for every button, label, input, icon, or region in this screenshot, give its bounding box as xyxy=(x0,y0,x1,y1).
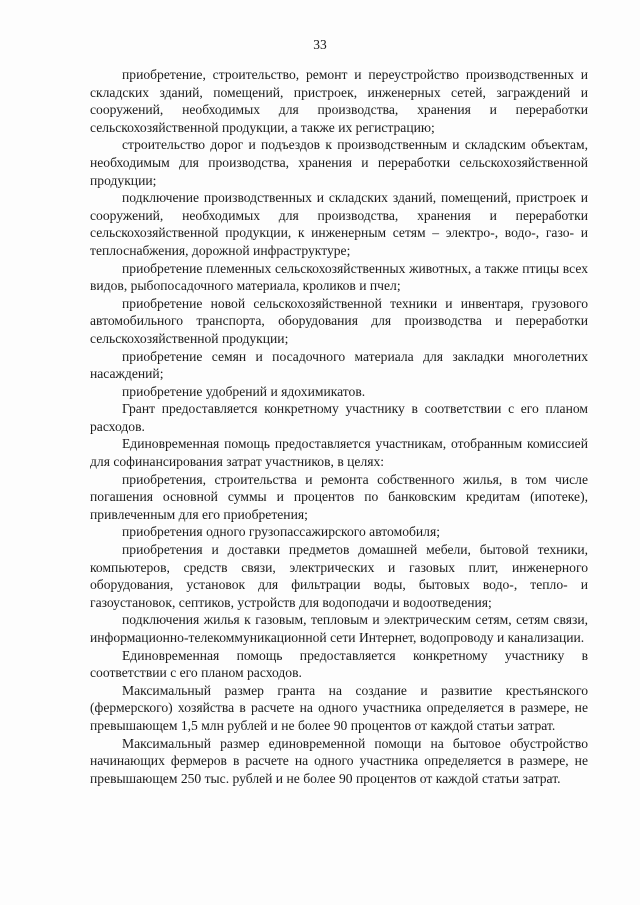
paragraph-1: приобретение, строительство, ремонт и переустройство производственных и складских зданий, помещений, пристроек, инженерных сетей, заграждений и сооружений, необходимых для производства, хранения и переработки сельскохозяйственной продукции, а также их регистрацию; xyxy=(90,67,588,135)
paragraph-14: Единовременная помощь предоставляется конкретному участнику в соответствии с его планом расходов. xyxy=(90,647,588,681)
paragraph-9: Единовременная помощь предоставляется участникам, отобранным комиссией для софинансирования затрат участников, в целях: xyxy=(90,436,588,470)
paragraph-11: приобретения одного грузопассажирского автомобиля; xyxy=(122,524,440,540)
paragraph-13: подключения жилья к газовым, тепловым и электрическим сетям, сетям связи, информационно-телекоммуникационной сети Интернет, водопроводу и канализации. xyxy=(90,612,588,645)
document-body xyxy=(90,66,588,787)
paragraph-10: приобретения, строительства и ремонта собственного жилья, в том числе погашения основной суммы и процентов по банковским кредитам (ипотеке), привлеченным для его приобретения; xyxy=(90,471,588,522)
paragraph-12: приобретения и доставки предметов домашней мебели, бытовой техники, компьютеров, средств связи, электрических и газовых плит, инженерного оборудования, установок для фильтрации воды, бытовых водо-, тепло- и газоустановок, септиков, устройств для водоподачи и водоотведения; xyxy=(90,542,588,610)
paragraph-7: приобретение удобрений и ядохимикатов. xyxy=(122,383,366,399)
paragraph-6: приобретение семян и посадочного материала для закладки многолетних насаждений; xyxy=(90,348,588,382)
paragraph-15: Максимальный размер гранта на создание и развитие крестьянского (фермерского) хозяйства в расчете на одного участника определяется в размере, не превышающем 1,5 млн рублей и не более 90 процентов от каждой статьи затрат. xyxy=(90,682,588,733)
paragraph-2: строительство дорог и подъездов к производственным и складским объектам, необходимым для производства, хранения и переработки сельскохозяйственной продукции; xyxy=(90,137,588,188)
paragraph-16: Максимальный размер единовременной помощи на бытовое обустройство начинающих фермеров в расчете на одного участника определяется в размере, не превышающем 250 тыс. рублей и не более 90 процентов от каждой статьи затрат. xyxy=(90,735,588,786)
paragraph-8: Грант предоставляется конкретному участнику в соответствии с его планом расходов. xyxy=(90,401,588,434)
paragraph-3: подключение производственных и складских зданий, помещений, пристроек и сооружений, необходимых для производства, хранения и переработки сельскохозяйственной продукции, к инженерным сетям – электро-, водо-, газо- и теплоснабжения, дорожной инфраструктуре; xyxy=(90,190,588,258)
paragraph-5: приобретение новой сельскохозяйственной техники и инвентаря, грузового автомобильного транспорта, оборудования для производства и переработки сельскохозяйственной продукции; xyxy=(90,295,588,346)
paragraph-4: приобретение племенных сельскохозяйственных животных, а также птицы всех видов, рыбопосадочного материала, кроликов и пчел; xyxy=(90,260,588,294)
page-number: 33 xyxy=(313,37,327,52)
